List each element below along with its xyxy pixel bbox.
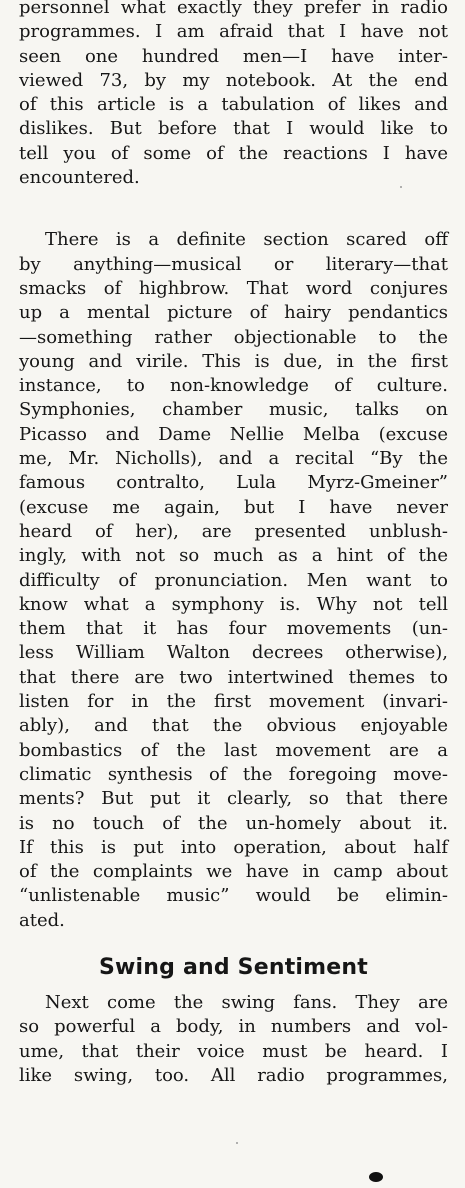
text-line: If this is put into operation, about half bbox=[19, 836, 448, 858]
text-line: by anything—musical or literary—that bbox=[19, 253, 448, 275]
text-line: programmes. I am afraid that I have not bbox=[19, 21, 448, 43]
text-line: ingly, with not so much as a hint of the bbox=[19, 545, 448, 567]
text-line: is no touch of the un-homely about it. bbox=[19, 812, 448, 834]
text-line: ments? But put it clearly, so that there bbox=[19, 788, 448, 810]
text-line: listen for in the first movement (invari- bbox=[19, 691, 448, 713]
text-line: me, Mr. Nicholls), and a recital “By the bbox=[19, 448, 448, 470]
text-line: ated. bbox=[19, 909, 65, 931]
text-line: them that it has four movements (un- bbox=[19, 618, 448, 640]
text-line: personnel what exactly they prefer in radio bbox=[19, 0, 448, 18]
text-line: There is a definite section scared off bbox=[45, 229, 448, 251]
text-line: ume, that their voice must be heard. I bbox=[19, 1040, 448, 1062]
text-line: instance, to non-knowledge of culture. bbox=[19, 375, 448, 397]
text-line: encountered. bbox=[19, 167, 140, 189]
text-line: —something rather objectionable to the bbox=[19, 326, 448, 348]
text-line: young and virile. This is due, in the first bbox=[19, 350, 448, 372]
paragraph-highbrow bbox=[19, 228, 448, 933]
text-line: ably), and that the obvious enjoyable bbox=[19, 715, 448, 737]
text-line: climatic synthesis of the foregoing move- bbox=[19, 763, 448, 785]
print-speck bbox=[236, 1142, 238, 1144]
text-line: famous contralto, Lula Myrz-Gmeiner” bbox=[19, 472, 448, 494]
text-line: Picasso and Dame Nellie Melba (excuse bbox=[19, 423, 448, 445]
text-line: like swing, too. All radio programmes, bbox=[19, 1064, 448, 1086]
text-line: so powerful a body, in numbers and vol- bbox=[19, 1016, 448, 1038]
ink-blot-mark bbox=[369, 1172, 383, 1182]
text-line: up a mental picture of hairy pendantics bbox=[19, 302, 448, 324]
text-line: dislikes. But before that I would like to bbox=[19, 118, 448, 140]
text-line: that there are two intertwined themes to bbox=[19, 666, 448, 688]
text-line: less William Walton decrees otherwise), bbox=[19, 642, 448, 664]
text-line: smacks of highbrow. That word conjures bbox=[19, 277, 448, 299]
text-line: difficulty of pronunciation. Men want to bbox=[19, 569, 448, 591]
text-line: seen one hundred men—I have inter- bbox=[19, 45, 448, 67]
text-line: of this article is a tabulation of likes and bbox=[19, 94, 448, 116]
section-heading: Swing and Sentiment bbox=[98, 954, 368, 980]
text-line: Next come the swing fans. They are bbox=[45, 991, 448, 1013]
paragraph-swing bbox=[19, 991, 448, 1088]
text-line: “unlistenable music” would be elimin- bbox=[19, 885, 448, 907]
print-speck bbox=[400, 186, 402, 188]
text-line: of the complaints we have in camp about bbox=[19, 861, 448, 883]
text-line: know what a symphony is. Why not tell bbox=[19, 593, 448, 615]
text-line: heard of her), are presented unblush- bbox=[19, 520, 448, 542]
text-line: bombastics of the last movement are a bbox=[19, 739, 448, 761]
text-line: tell you of some of the reactions I have bbox=[19, 142, 448, 164]
text-line: Symphonies, chamber music, talks on bbox=[19, 399, 448, 421]
text-line: (excuse me again, but I have never bbox=[19, 496, 448, 518]
text-line: viewed 73, by my notebook. At the end bbox=[19, 69, 448, 91]
paragraph-intro bbox=[19, 0, 448, 190]
